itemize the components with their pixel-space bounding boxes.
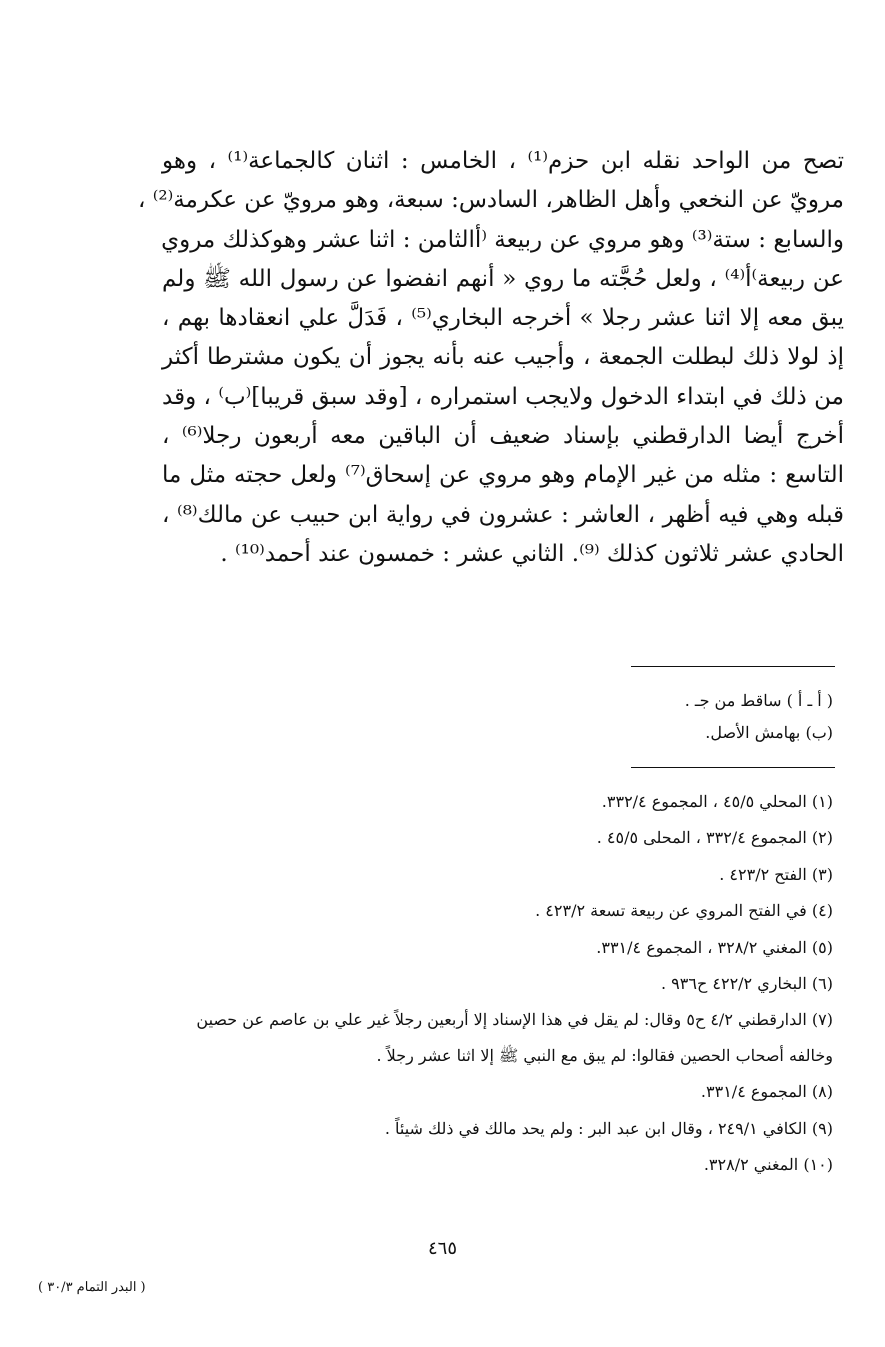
footnote-item: (٦) البخاري ٤٢٢/٢ ح٩٣٦ . — [661, 974, 833, 994]
footnote-item: (١) المحلي ٤٥/٥ ، المجموع ٣٣٢/٤. — [601, 792, 833, 811]
footnote-item: (ب) بهامش الأصل. — [705, 723, 833, 742]
page-number: ٤٦٥ — [427, 1238, 457, 1259]
footnote-divider — [631, 767, 835, 768]
text-line: والسابع : ستة⁽³⁾ وهو مروي عن ربيعة ⁽أالثامن : اثنا عشر وهوكذلك مروي — [161, 226, 844, 253]
text-line: تصح من الواحد نقله ابن حزم⁽¹⁾ ، الخامس : اثنان كالجماعة⁽¹⁾ ، وهو — [162, 148, 845, 174]
footnote-item: ( أ ـ أ ) ساقط من جـ . — [684, 691, 833, 710]
text-line: يبق معه إلا اثنا عشر رجلا » أخرجه البخاري⁽⁵⁾ ، فَدَلَّ علي انعقادها بهم ، — [162, 305, 844, 332]
main-text — [137, 142, 845, 574]
text-line: التاسع : مثله من غير الإمام وهو مروي عن إسحاق⁽⁷⁾ ولعل حجته مثل ما — [162, 462, 845, 489]
text-line: عن ربيعة⁾أ⁽⁴⁾ ، ولعل حُجَّته ما روي « أنهم انفضوا عن رسول الله ﷺ ولم — [162, 265, 844, 292]
footnote-item: (١٠) المغني ٣٢٨/٢. — [703, 1155, 833, 1175]
numbered-footnotes — [160, 784, 833, 1184]
footnote-item: (٧) الدارقطني ٤/٢ ح٥ وقال: لم يقل في هذا الإسناد إلا أربعين رجلاً غير علي بن عاصم عن حصين وخالفه أصحاب الحصين فقالوا: لم يبق مع النبي ﷺ إلا اثنا عشر رجلاً . — [196, 1010, 833, 1066]
footnote-item: (٤) في الفتح المروي عن ربيعة تسعة ٤٢٣/٢ . — [535, 901, 833, 921]
text-line: من ذلك في ابتداء الدخول ولايجب استمراره ، [وقد سبق قريبا]⁽ب⁾ ، وقد — [162, 383, 844, 410]
footnote-item: (٨) المجموع ٣٣١/٤. — [700, 1082, 833, 1102]
footnote-item: (٣) الفتح ٤٢٣/٢ . — [719, 864, 833, 884]
footer-reference: ( البدر التمام ٣٠/٣ ) — [38, 1280, 146, 1295]
text-line: أخرج أيضا الدارقطني بإسناد ضعيف أن الباقين معه أربعون رجلا⁽⁶⁾ ، — [162, 423, 845, 450]
text-line: قبله وهي فيه أظهر ، العاشر : عشرون في رواية ابن حبيب عن مالك⁽⁸⁾ ، — [162, 501, 845, 528]
footnote-item: (٩) الكافي ٢٤٩/١ ، وقال ابن عبد البر : ولم يحد مالك في ذلك شيئاً . — [384, 1118, 833, 1138]
text-line: مرويّ عن النخعي وأهل الظاهر، السادس: سبعة، وهو مرويّ عن عكرمة⁽²⁾ ، — [137, 187, 844, 214]
text-line: إذ لولا ذلك لبطلت الجمعة ، وأجيب عنه بأنه يجوز أن يكون مشترطا أكثر — [162, 344, 844, 371]
footnote-item: (٢) المجموع ٣٣٢/٤ ، المحلى ٤٥/٥ . — [596, 828, 833, 848]
text-line: الحادي عشر ثلاثون كذلك ⁽⁹⁾. الثاني عشر : خمسون عند أحمد⁽¹⁰⁾ . — [220, 540, 844, 567]
footnote-item: (٥) المغني ٣٢٨/٢ ، المجموع ٣٣١/٤. — [596, 937, 833, 957]
footnote-divider — [631, 666, 835, 667]
letter-footnotes — [685, 685, 833, 749]
